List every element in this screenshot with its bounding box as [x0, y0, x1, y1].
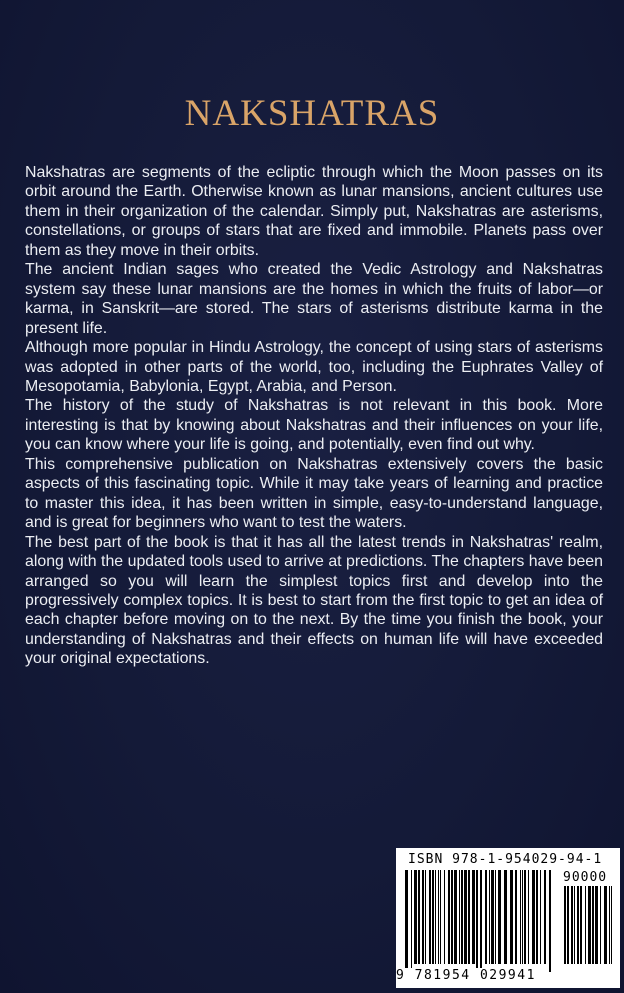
- barcode-bar: [429, 870, 431, 964]
- barcode-bar: [435, 870, 436, 964]
- barcode-bar: [574, 886, 575, 964]
- barcode-bar: [571, 886, 573, 964]
- blurb-text: [25, 163, 603, 669]
- barcode-bar: [405, 870, 408, 972]
- barcode-digits: 9 781954 029941: [396, 968, 536, 983]
- barcode-bar: [459, 870, 460, 964]
- barcode-bar: [585, 886, 586, 964]
- blurb-paragraph: The history of the study of Nakshatras is not relevant in this book. More interesting is that by knowing about Nakshatras and their influences on your life, you can know where your life is going, and potentially, even find out why.: [25, 397, 603, 454]
- blurb-paragraph: Nakshatras are segments of the ecliptic through which the Moon passes on its orbit around the Earth. Otherwise known as lunar mansions, ancient cultures use them in their organization of the calendar. Simply put, Nakshatras are asterisms, constellations, or groups of stars that are fixed and immobile. Planets pass over them as they move in their orbits.: [25, 164, 603, 259]
- barcode-bar: [448, 870, 450, 964]
- barcode-bar: [520, 870, 521, 964]
- barcode-bar: [414, 870, 417, 964]
- barcode-bar: [438, 870, 439, 964]
- blurb-paragraph: This comprehensive publication on Nakshatras extensively covers the basic aspects of this fascinating topic. While it may take years of learning and practice to master this idea, it has been written in simple, easy-to-understand language, and is great for beginners who want to test the waters.: [25, 455, 603, 532]
- barcode-bar: [592, 886, 594, 964]
- barcode-bar: [468, 870, 470, 964]
- barcode-bar: [444, 870, 445, 964]
- barcode-bar: [549, 870, 551, 972]
- barcode-bar: [498, 870, 501, 964]
- barcode-bar: [532, 870, 535, 964]
- barcode-bar: [476, 870, 478, 972]
- barcode-bar: [425, 870, 426, 964]
- barcode-bar: [515, 870, 517, 964]
- blurb-paragraph: The best part of the book is that it has all the latest trends in Nakshatras' realm, along with the updated tools used to arrive at predictions. The chapters have been arranged so you will learn the simplest topics first and develop into the progressively complex topics. It is best to start from the first topic to get an idea of each chapter before moving on to the next. By the time you finish the book, your understanding of Nakshatras and their effects on human life will have exceeded your original expectations.: [25, 533, 603, 668]
- barcode-bar: [440, 870, 441, 964]
- blurb-paragraph: The ancient Indian sages who created the Vedic Astrology and Nakshatras system say these lunar mansions are the homes in which the fruits of labor—or karma, in Sanskrit—are stored. The stars of asterisms distribute karma in the present life.: [25, 261, 603, 337]
- barcode-bar: [567, 886, 569, 964]
- barcode-bar: [588, 886, 591, 964]
- barcode-bar: [544, 870, 546, 964]
- barcode-bar: [504, 870, 507, 964]
- barcode-bar: [580, 886, 582, 964]
- barcode-bar: [604, 886, 607, 964]
- barcode-bar: [577, 886, 579, 964]
- book-title: NAKSHATRAS: [184, 93, 440, 134]
- barcode-bar: [464, 870, 467, 964]
- barcode-bar: [418, 870, 420, 964]
- barcode-bar: [432, 870, 434, 964]
- barcode-bar: [411, 870, 412, 972]
- barcode-bar: [454, 870, 457, 964]
- barcode-bar: [461, 870, 463, 964]
- barcode-bar: [524, 870, 526, 964]
- barcode-bar: [510, 870, 513, 964]
- isbn-barcode: [396, 848, 620, 988]
- barcode-addon-bars: [562, 886, 614, 972]
- barcode-bar: [522, 870, 523, 964]
- barcode-bar: [485, 870, 487, 964]
- barcode-bar: [609, 886, 610, 964]
- barcode-bar: [451, 870, 453, 964]
- barcode-main-bars: [403, 870, 552, 972]
- barcode-bar: [472, 870, 475, 964]
- barcode-bar: [491, 870, 494, 964]
- barcode-bar: [495, 870, 496, 964]
- barcode-bar: [564, 886, 566, 964]
- barcode-bar: [600, 886, 601, 964]
- barcode-bar: [489, 870, 490, 964]
- isbn-label: ISBN 978-1-954029-94-1: [408, 852, 603, 867]
- barcode-bar: [528, 870, 529, 964]
- barcode-bar: [422, 870, 424, 964]
- barcode-bar: [540, 870, 541, 964]
- barcode-bar: [480, 870, 482, 972]
- price-code: 90000: [563, 870, 608, 885]
- barcode-bar: [611, 886, 612, 964]
- blurb-paragraph: Although more popular in Hindu Astrology, the concept of using stars of asterisms was adopted in other parts of the world, too, including the Euphrates Valley of Mesopotamia, Babylonia, Egypt, Arabia, and Person.: [25, 339, 603, 395]
- barcode-bar: [536, 870, 538, 964]
- barcode-bar: [595, 886, 598, 964]
